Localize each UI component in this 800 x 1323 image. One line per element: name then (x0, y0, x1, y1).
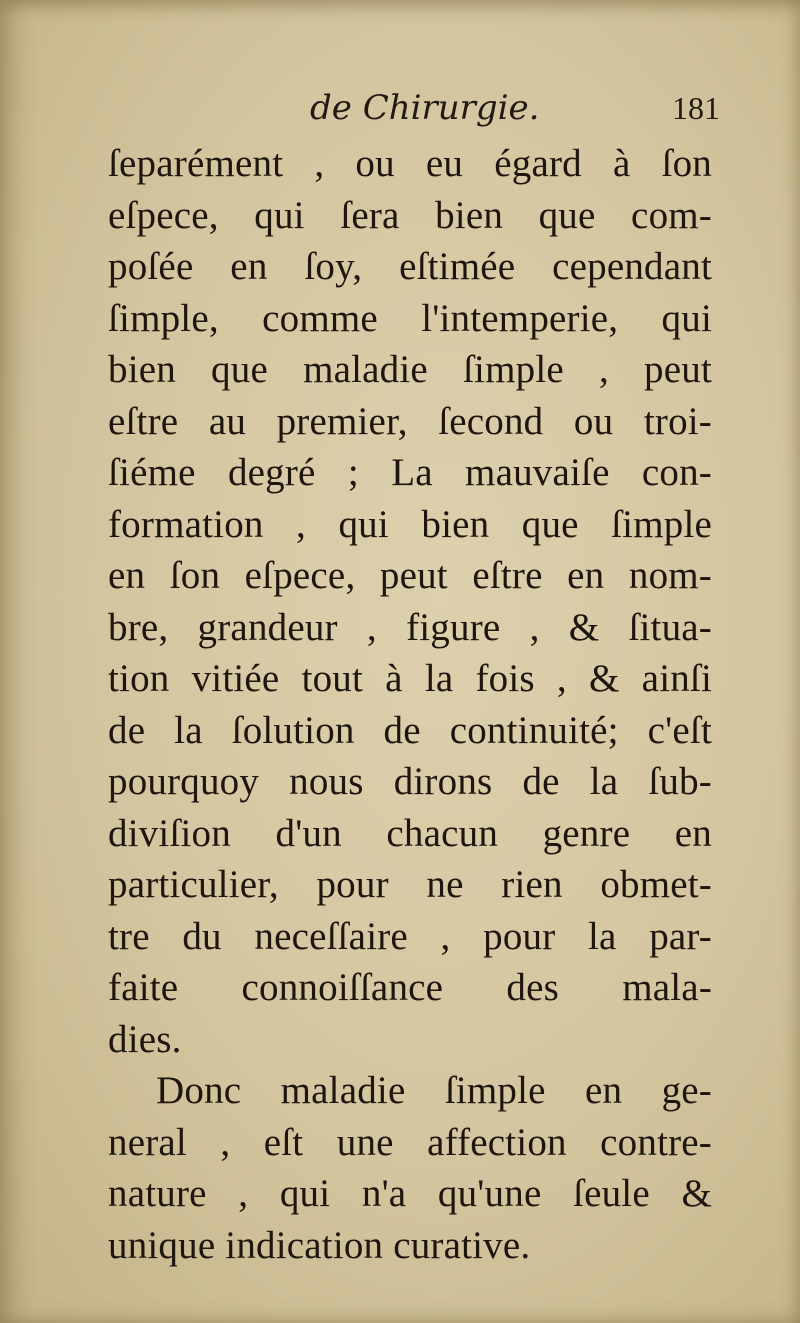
body-text (108, 138, 712, 1271)
page-header (310, 88, 720, 138)
paragraph-1 (108, 138, 712, 1065)
text-line: particulier, pour ne rien obmet- (108, 863, 712, 906)
text-line: unique indication curative. (108, 1223, 531, 1267)
text-line: diviſion d'un chacun genre en (108, 811, 712, 855)
page-number: 181 (672, 90, 720, 126)
text-line: bre, grandeur , figure , & ſitua- (108, 605, 712, 649)
text-line: tre du neceſſaire , pour la par- (108, 914, 712, 958)
text-line: ſimple, comme l'intemperie, qui (108, 296, 712, 340)
text-line: eſtre au premier, ſecond ou troi- (108, 399, 712, 443)
text-line: Donc maladie ſimple en ge- (156, 1069, 712, 1112)
text-line: ſiéme degré ; La mauvaiſe con- (108, 451, 712, 494)
text-line: nature , qui n'a qu'une ſeule & (108, 1172, 712, 1215)
text-line: eſpece, qui ſera bien que com- (108, 193, 712, 237)
paragraph-2 (108, 1065, 712, 1271)
text-line: poſée en ſoy, eſtimée cependant (108, 245, 712, 288)
text-line: en ſon eſpece, peut eſtre en nom- (108, 554, 712, 597)
text-line: ſeparément , ou eu égard à ſon (108, 142, 712, 185)
running-title: de Chirurgie. (310, 88, 540, 128)
text-line: de la ſolution de continuité; c'eſt (108, 708, 712, 752)
text-line: pourquoy nous dirons de la ſub- (108, 760, 712, 803)
text-line: dies. (108, 1017, 182, 1061)
text-line: tion vitiée tout à la fois , & ainſi (108, 657, 712, 700)
text-line: neral , eſt une affection contre- (108, 1120, 712, 1164)
text-line: formation , qui bien que ſimple (108, 502, 712, 546)
text-line: bien que maladie ſimple , peut (108, 348, 712, 391)
text-line: faite connoiſſance des mala- (108, 966, 712, 1009)
